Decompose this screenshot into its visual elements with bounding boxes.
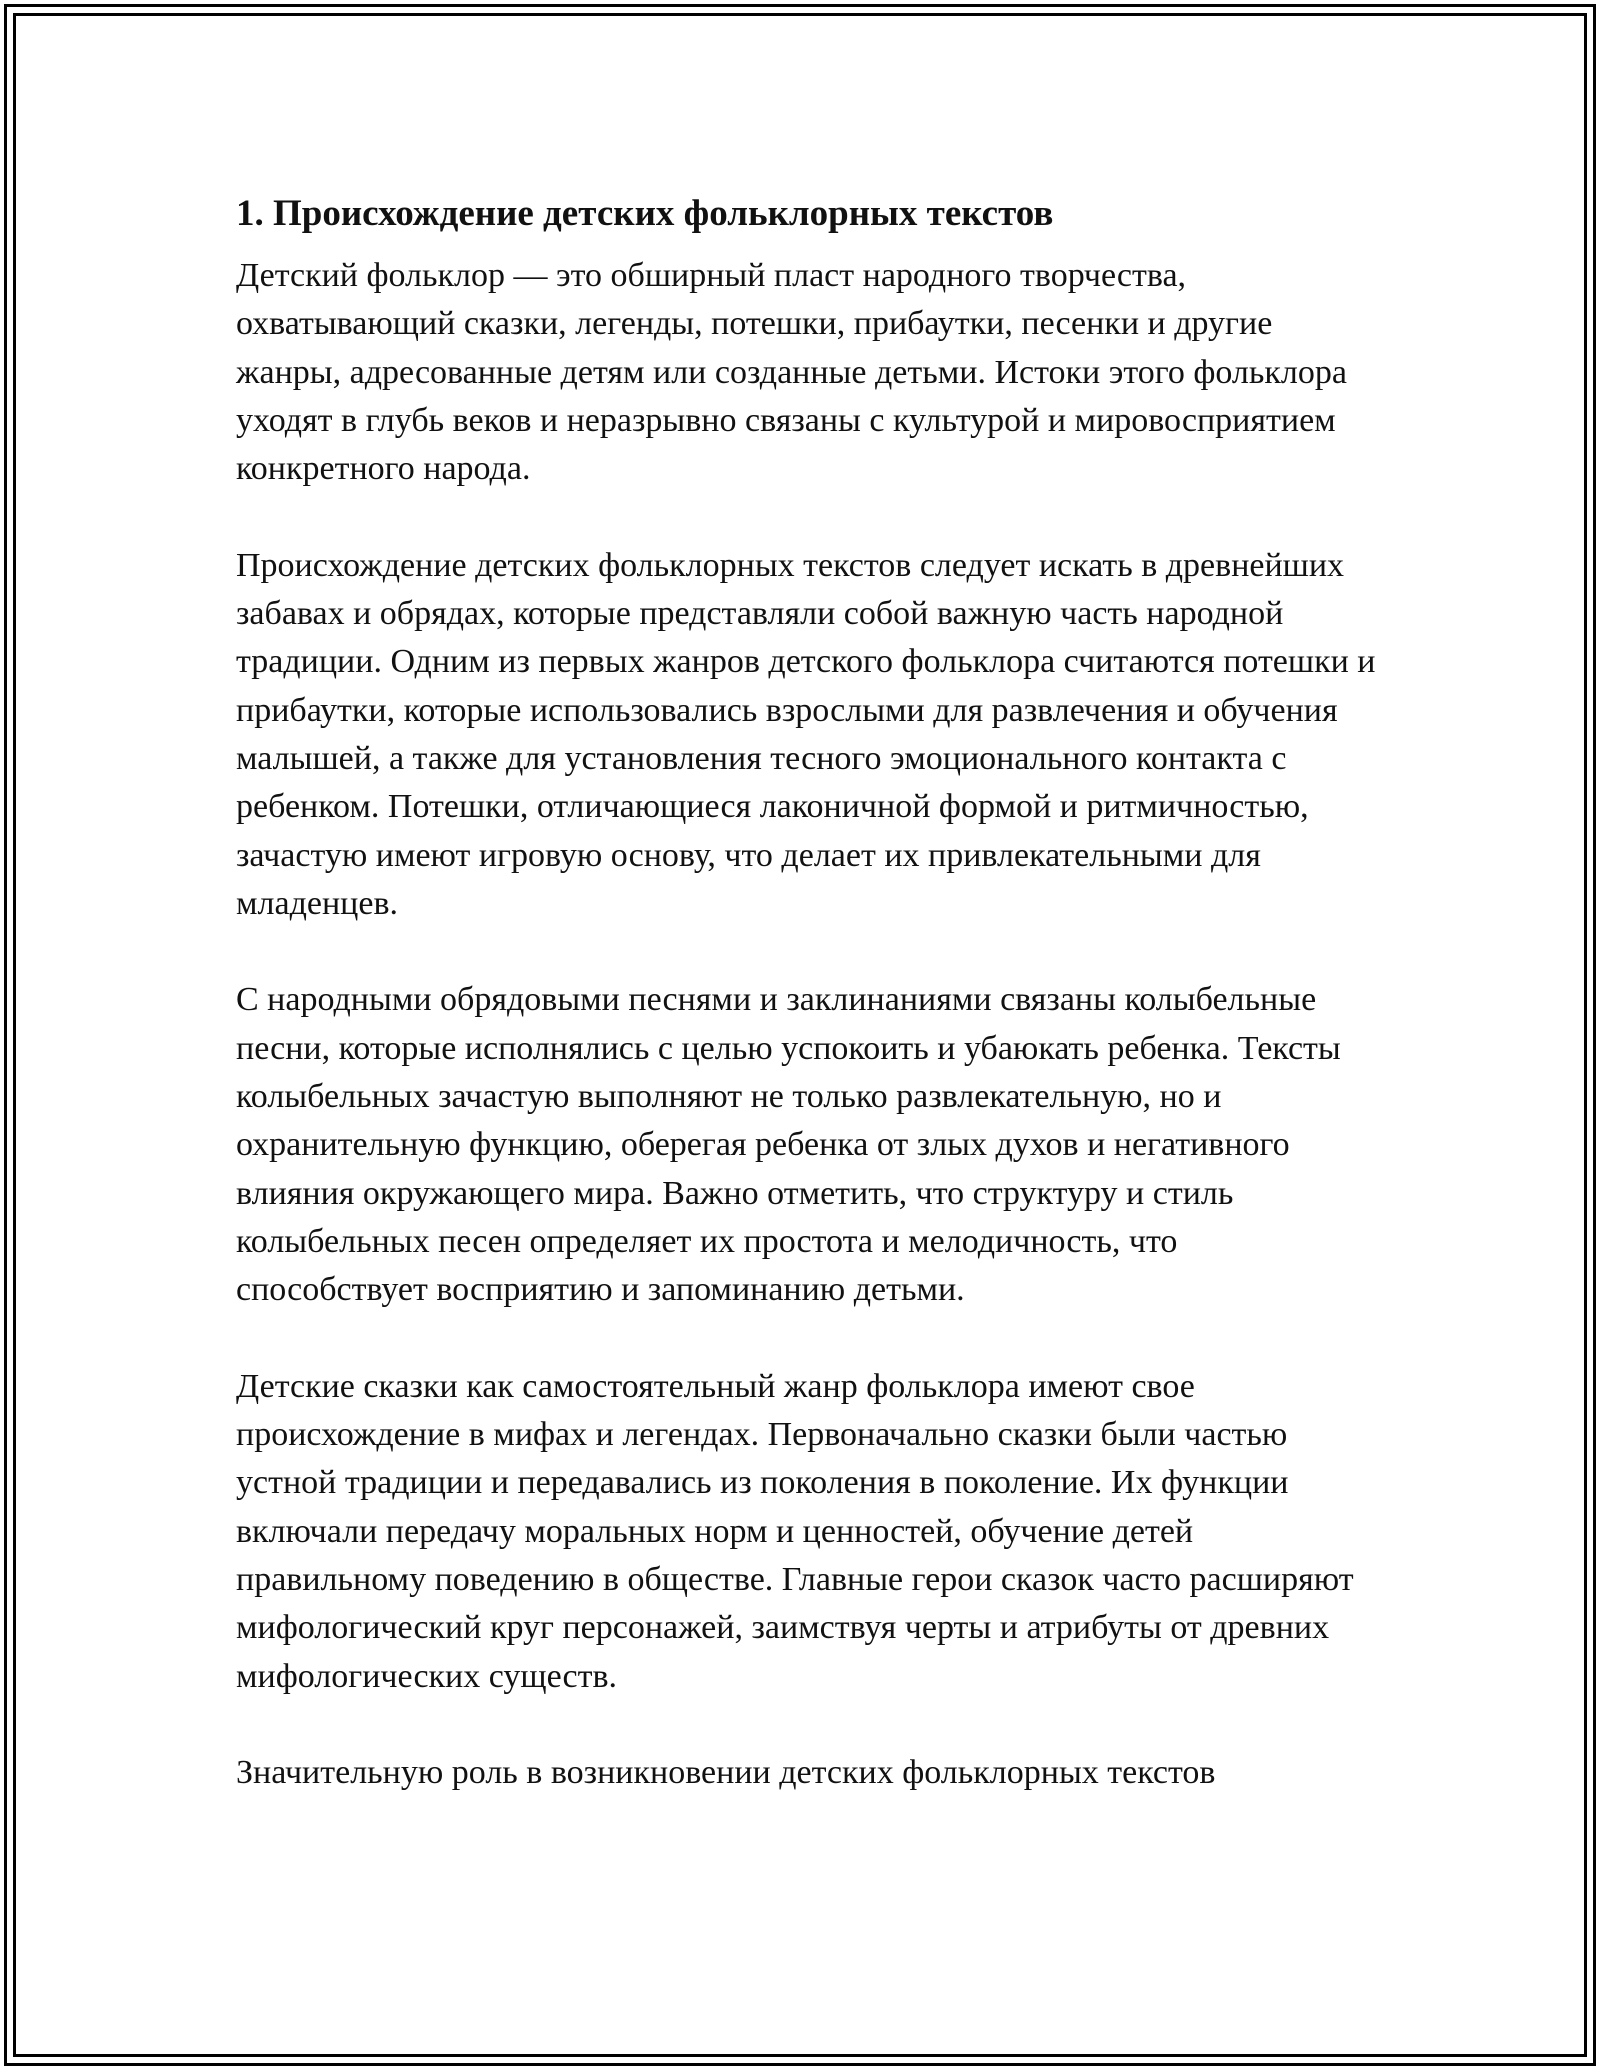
paragraph-1: Детский фольклор — это обширный пласт народного творчества, охватывающий сказки, легенды, потешки, прибаутки, песенки и другие жанры, адресованные детям или созданные детьми. Истоки этого фольклора уходят в глубь веков и неразрывно связаны с культурой и мировосприятием конкретного народа. — [236, 257, 1347, 488]
section-heading: 1. Происхождение детских фольклорных текстов — [236, 193, 1054, 234]
paragraph-3: С народными обрядовыми песнями и заклинаниями связаны колыбельные песни, которые исполнялись с целью успокоить и убаюкать ребенка. Тексты колыбельных зачастую выполняют не только развлекательную, но и охранительную функцию, оберегая ребенка от злых духов и негативного влияния окружающего мира. Важно отметить, что структуру и стиль колыбельных песен определяет их простота и мелодичность, что способствует восприятию и запоминанию детьми. — [236, 981, 1341, 1309]
document-body — [236, 184, 1376, 1798]
paragraph-5: Значительную роль в возникновении детских фольклорных текстов — [236, 1754, 1216, 1792]
paragraph-2: Происхождение детских фольклорных текстов следует искать в древнейших забавах и обрядах, которые представляли собой важную часть народной традиции. Одним из первых жанров детского фольклора считаются потешки и прибаутки, которые использовались взрослыми для развлечения и обучения малышей, а также для установления тесного эмоционального контакта с ребенком. Потешки, отличающиеся лаконичной формой и ритмичностью, зачастую имеют игровую основу, что делает их привлекательными для младенцев. — [236, 546, 1376, 922]
paragraph-4: Детские сказки как самостоятельный жанр фольклора имеют свое происхождение в мифах и легендах. Первоначально сказки были частью устной традиции и передавались из поколения в поколение. Их функции включали передачу моральных норм и ценностей, обучение детей правильному поведению в обществе. Главные герои сказок часто расширяют мифологический круг персонажей, заимствуя черты и атрибуты от древних мифологических существ. — [236, 1367, 1354, 1695]
